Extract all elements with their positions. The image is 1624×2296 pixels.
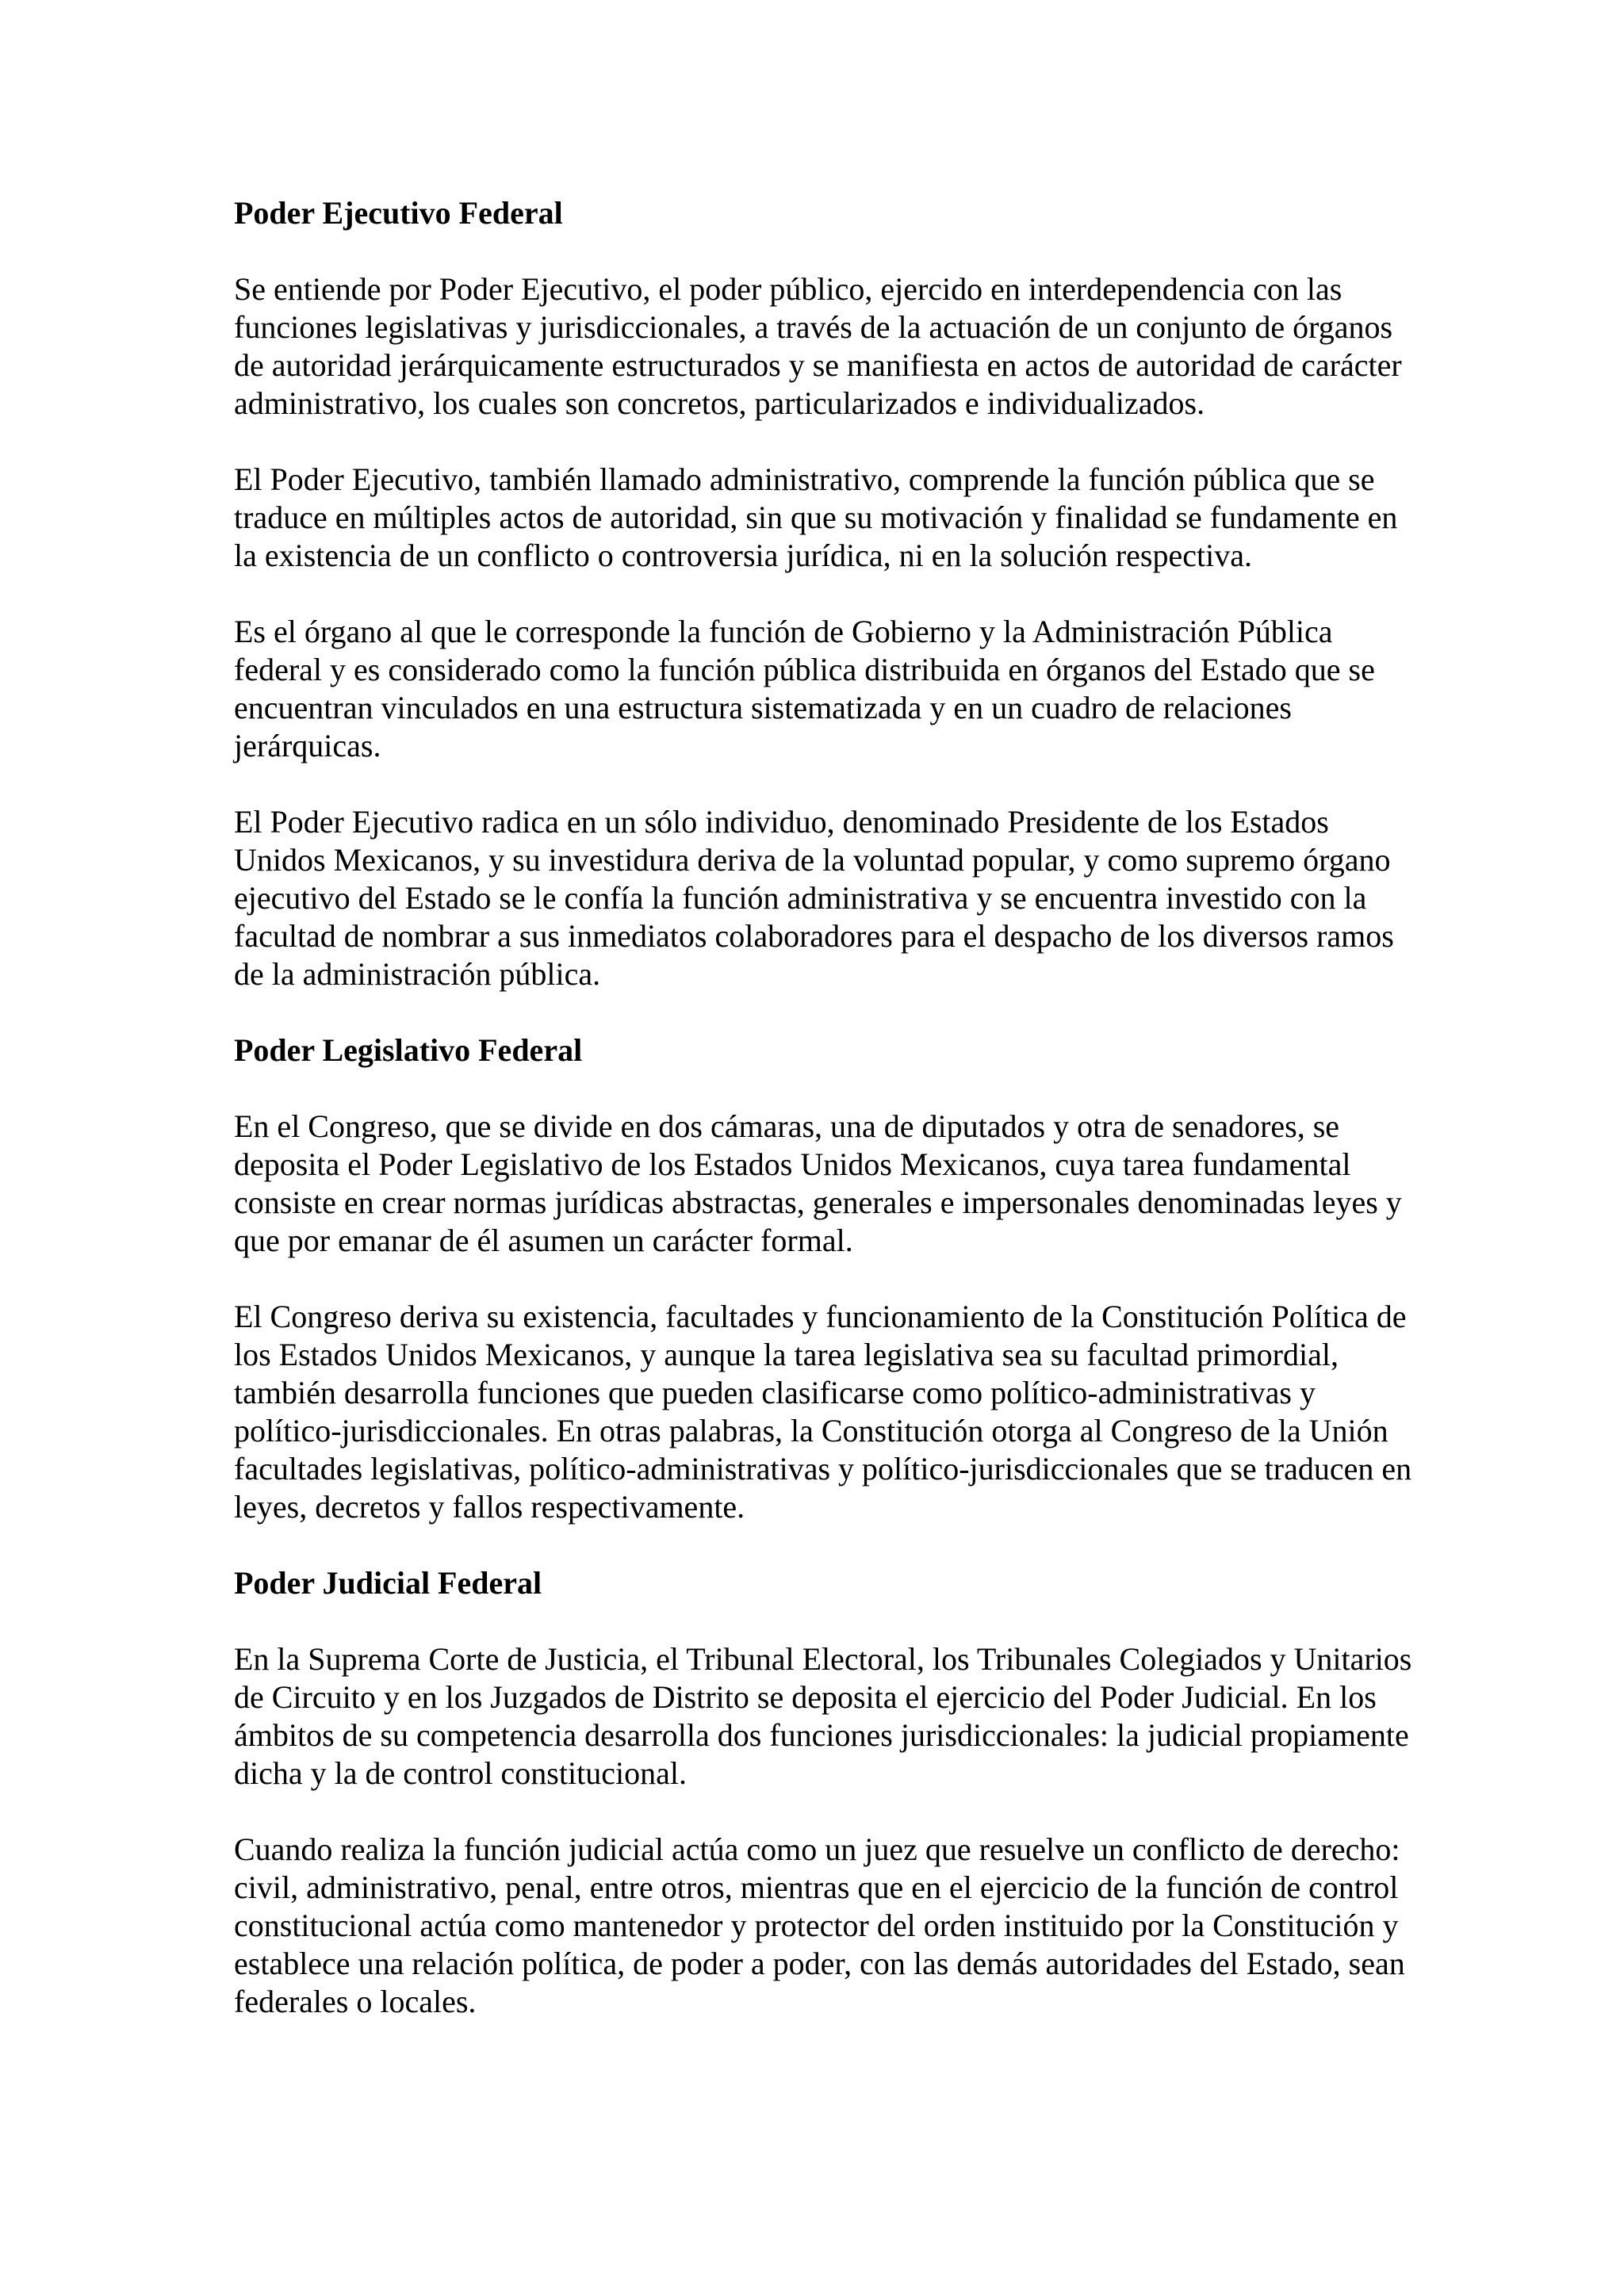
- section-heading: Poder Ejecutivo Federal: [234, 195, 563, 231]
- section-poder-legislativo: [234, 1031, 1423, 1526]
- paragraph: El Poder Ejecutivo, también llamado administrativo, comprende la función pública que se traduce en múltiples actos de autoridad, sin que su motivación y finalidad se fundamente en la existencia de un conflicto o controversia jurídica, ni en la solución respectiva.: [234, 461, 1398, 573]
- paragraph: El Congreso deriva su existencia, facultades y funcionamiento de la Constitución Política de los Estados Unidos Mexicanos, y aunque la tarea legislativa sea su facultad primordial, también desarrolla funciones que pueden clasificarse como político-administrativas y político-jurisdiccionales. En otras palabras, la Constitución otorga al Congreso de la Unión facultades legislativas, político-administrativas y político-jurisdiccionales que se traducen en leyes, decretos y fallos respectivamente.: [234, 1299, 1412, 1525]
- paragraph: En la Suprema Corte de Justicia, el Tribunal Electoral, los Tribunales Colegiados y Unitarios de Circuito y en los Juzgados de Distrito se deposita el ejercicio del Poder Judicial. En los ámbitos de su competencia desarrolla dos funciones jurisdiccionales: la judicial propiamente dicha y la de control constitucional.: [234, 1641, 1412, 1791]
- document-page: [234, 194, 1423, 2059]
- section-heading: Poder Judicial Federal: [234, 1565, 542, 1601]
- paragraph: Es el órgano al que le corresponde la función de Gobierno y la Administración Pública federal y es considerado como la función pública distribuida en órganos del Estado que se encuentran vinculados en una estructura sistematizada y en un cuadro de relaciones jerárquicas.: [234, 614, 1375, 763]
- section-poder-ejecutivo: [234, 194, 1423, 993]
- paragraph: El Poder Ejecutivo radica en un sólo individuo, denominado Presidente de los Estados Unidos Mexicanos, y su investidura deriva de la voluntad popular, y como supremo órgano ejecutivo del Estado se le confía la función administrativa y se encuentra investido con la facultad de nombrar a sus inmediatos colaboradores para el despacho de los diversos ramos de la administración pública.: [234, 804, 1394, 992]
- paragraph: Cuando realiza la función judicial actúa como un juez que resuelve un conflicto de derecho: civil, administrativo, penal, entre otros, mientras que en el ejercicio de la función de control constitucional actúa como mantenedor y protector del orden instituido por la Constitución y establece una relación política, de poder a poder, con las demás autoridades del Estado, sean federales o locales.: [234, 1831, 1405, 2019]
- section-heading: Poder Legislativo Federal: [234, 1032, 583, 1068]
- paragraph: En el Congreso, que se divide en dos cámaras, una de diputados y otra de senadores, se deposita el Poder Legislativo de los Estados Unidos Mexicanos, cuya tarea fundamental consiste en crear normas jurídicas abstractas, generales e impersonales denominadas leyes y que por emanar de él asumen un carácter formal.: [234, 1108, 1402, 1258]
- section-poder-judicial: [234, 1564, 1423, 2021]
- paragraph: Se entiende por Poder Ejecutivo, el poder público, ejercido en interdependencia con las funciones legislativas y jurisdiccionales, a través de la actuación de un conjunto de órganos de autoridad jerárquicamente estructurados y se manifiesta en actos de autoridad de carácter administrativo, los cuales son concretos, particularizados e individualizados.: [234, 271, 1402, 421]
